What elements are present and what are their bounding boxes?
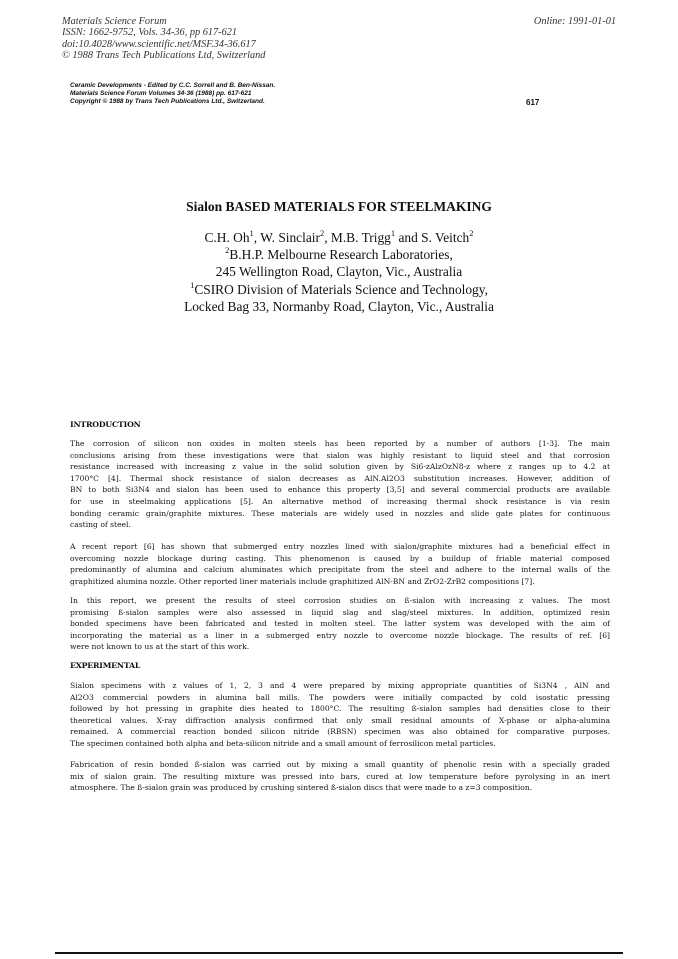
publisher-header [62,16,265,62]
text-line: A recent report [6] has shown that submerged entry nozzles lined with sialon/graphite mixtures had a beneficial effect in [70,542,610,551]
paper-title: Sialon BASED MATERIALS FOR STEELMAKING [186,199,492,214]
text-line: promising ß-sialon samples were also assessed in liquid slag and slag/steel mixtures. In addition, optimized resin [70,607,610,617]
source-line: Copyright © 1988 by Trans Tech Publications Ltd., Switzerland. [70,98,265,106]
text-line: theoretical values. X-ray diffraction analysis confirmed that only small residual amounts of X-phase or alpha-alumina [70,715,610,725]
text-line: bonded specimens have been fabricated and tested in molten steel. The latter system was developed with the aim of [70,619,610,629]
intro-paragraph-2 [70,541,610,587]
section-heading-experimental: EXPERIMENTAL [70,661,141,670]
text-line: casting of steel. [70,520,131,530]
text-line: were not known to us at the start of this work. [70,642,250,652]
online-date: Online: 1991-01-01 [533,16,616,27]
experimental-paragraph-1 [70,680,610,750]
author-name: C.H. Oh [204,230,250,245]
text-line: followed by hot pressing in graphite dies heated to 1800°C. The resulting ß-sialon samples had densities close to their [70,704,610,714]
author-name: , M.B. Trigg [324,230,391,245]
text-line: The corrosion of silicon non oxides in molten steels has been reported by a number of authors [1-3]. The main [70,439,610,448]
author-name: , W. Sinclair [253,230,320,245]
issn-line: ISSN: 1662-9752, Vols. 34-36, pp 617-621 [62,27,238,39]
affiliation-line: 245 Wellington Road, Clayton, Vic., Australia [215,264,463,280]
author-block [0,229,678,315]
text-line: overcoming nozzle blockage during casting. This phenomenon is caused by a buildup of friable material composed [70,553,610,563]
affiliation-line: $^2$B.H.P. Melbourne Research Laboratories, [225,245,453,263]
intro-paragraph-3 [70,595,610,653]
affiliation-marker: 1 [190,279,195,290]
doi-line: doi:10.4028/www.scientific.net/MSF.34-36.617 [62,38,256,50]
bottom-rule [55,952,623,954]
affiliation-line: Locked Bag 33, Normanby Road, Clayton, Vic., Australia [184,298,494,314]
affiliation-marker: 1 [249,228,254,238]
author-line [0,229,678,246]
affiliation-marker: 2 [469,228,474,238]
intro-paragraph-1 [70,438,610,531]
section-heading-introduction: INTRODUCTION [70,420,141,429]
source-line: Ceramic Developments - Edited by C.C. Sorrell and B. Ben-Nissan. [70,82,276,89]
text-line: mix of sialon grain. The resulting mixture was pressed into bars, cured at low temperature before pyrolysing in an inert [70,771,610,781]
affiliation-marker: 2 [319,228,325,238]
text-line: resistance increased with increasing z value in the solid solution given by Si6-zAlzOzN8-z where z ranges up to 4.2 at [70,462,610,472]
text-line: 1700°C [4]. Thermal shock resistance of sialon decreases as AlN.Al2O3 substitution increases. However, addition of [70,473,610,483]
text-line: Al2O3 commercial powders in alumina ball mills. The powders were initially compacted by cold isostatic pressing [70,692,610,702]
journal-name: Materials Science Forum [62,16,167,27]
text-line: The specimen contained both alpha and beta-silicon nitride and a small amount of ferrosilicon metal particles. [70,738,496,748]
copyright-line: © 1988 Trans Tech Publications Ltd, Switzerland [62,50,266,62]
page-number: 617 [526,98,540,107]
text-line: Fabrication of resin bonded ß-sialon was carried out by mixing a small quantity of phenolic resin with a specially graded [70,760,610,769]
affiliation-marker: 1 [390,228,396,238]
affiliation-line: $^1$CSIRO Division of Materials Science and Technology, [190,279,488,297]
text-line: conclusions arising from these investigations were that sialon was highly resistant to liquid steel and that corrosion [70,450,610,460]
text-line: predominantly of alumina and calcium aluminates which precipitate from the steel and adhere to the internal walls of the [70,565,610,575]
text-line: In this report, we present the results of steel corrosion studies on ß-sialon with increasing z values. The most [70,596,610,605]
author-name: and S. Veitch [395,230,470,245]
source-line: Materials Science Forum Volumes 34-36 (1988) pp. 617-621 [70,90,252,98]
affiliation-marker: 2 [225,245,230,256]
text-line: bonding ceramic grain/graphite mixtures. These materials are widely used in nozzles and slide gate plates for continuous [70,508,610,518]
text-line: atmosphere. The ß-sialon grain was produced by crushing sintered ß-sialon discs that were made to a z=3 composition. [70,783,533,793]
text-line: incorporating the material as a liner in a submerged entry nozzle to overcome nozzle blockage. The results of ref. [6] [70,630,610,640]
text-line: remained. A commercial reaction bonded silicon nitride (RBSN) specimen was also obtained for comparative purposes. [70,727,610,737]
text-line: graphitized alumina nozzle. Other reported liner materials include graphitized AlN-BN and ZrO2-ZrB2 compositions [7]. [70,576,535,586]
text-line: Sialon specimens with z values of 1, 2, 3 and 4 were prepared by mixing appropriate quantities of Si3N4 , AlN and [70,681,610,690]
text-line: BN to both Si3N4 and sialon has been used to enhance this property [3,5] and several commercial products are available [70,485,610,495]
source-block [70,82,275,107]
text-line: for use in steelmaking applications [5]. An alternative method of increasing thermal shock resistance is via resin [70,496,610,506]
experimental-paragraph-2 [70,759,610,794]
